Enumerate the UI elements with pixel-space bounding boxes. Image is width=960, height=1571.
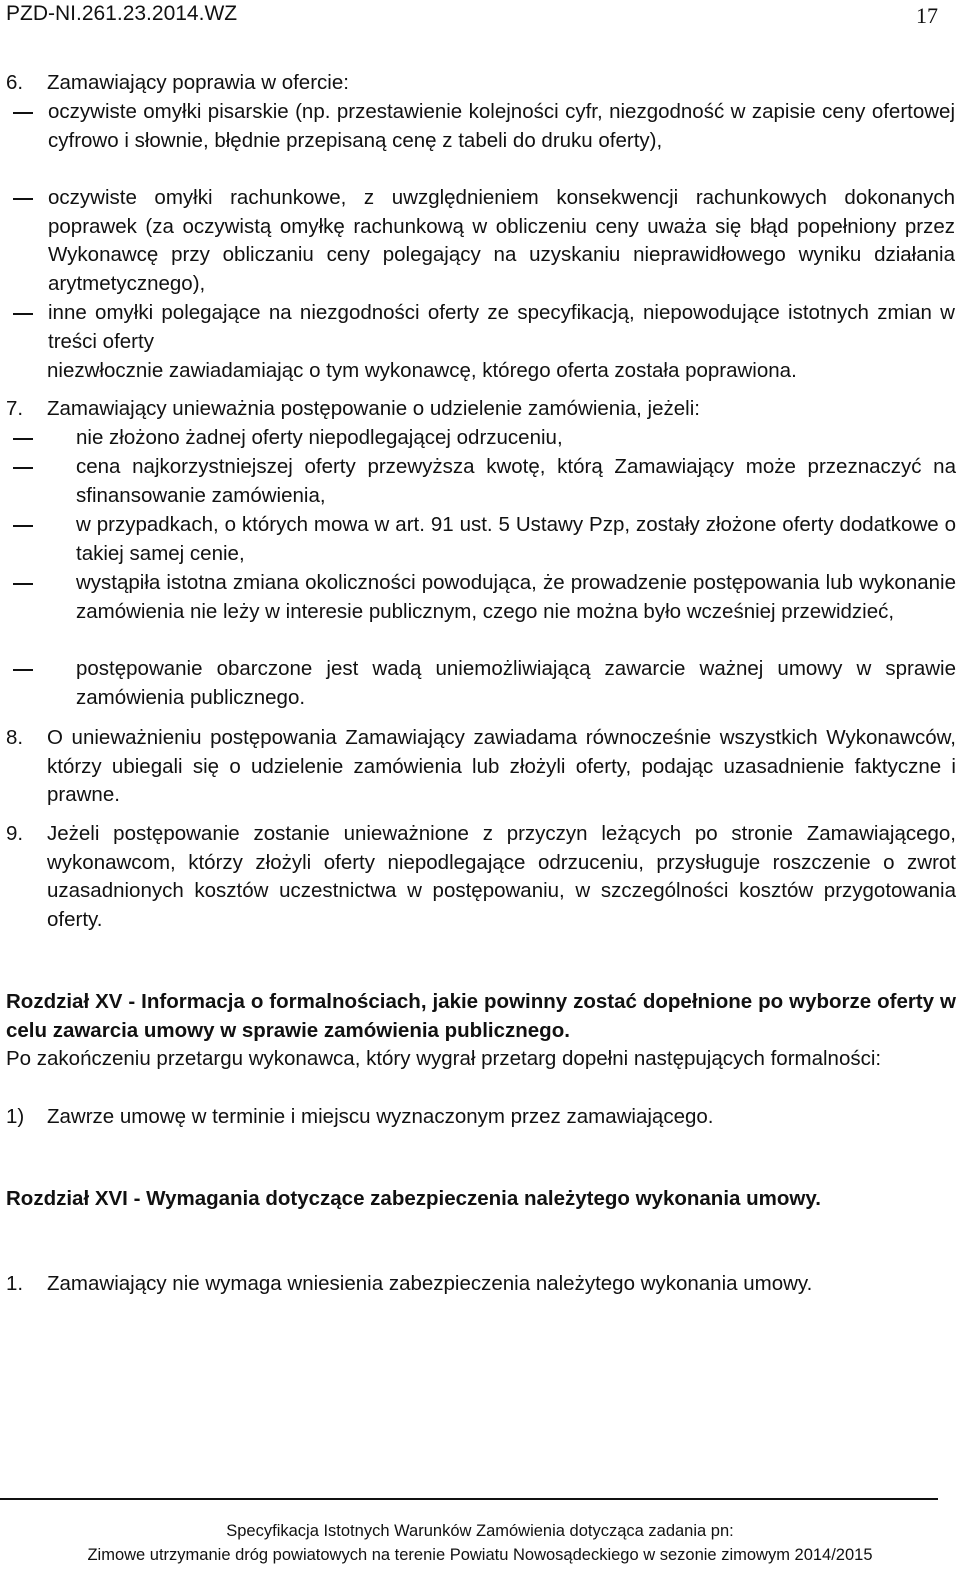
section-6-item-3: inne omyłki polegające na niezgodności oferty ze specyfikacją, niepowodujące istotnych zmian w treści oferty	[48, 301, 955, 353]
section-6-number: 6.	[6, 71, 24, 94]
chapter-16-heading: Rozdział XVI - Wymagania dotyczące zabezpieczenia należytego wykonania umowy.	[6, 1187, 821, 1210]
section-8-number: 8.	[6, 726, 24, 749]
page-number: 17	[916, 3, 938, 28]
section-9-text: Jeżeli postępowanie zostanie unieważnione z przyczyn leżących po stronie Zamawiającego, wykonawcom, którzy złożyli oferty niepodlegające odrzuceniu, przysługuje roszczenie o zwrot uzasadnionych kosztów uczestnictwa w postępowaniu, w szczególności kosztów przygotowania oferty.	[47, 822, 956, 932]
section-7-item-4: wystąpiła istotna zmiana okoliczności powodująca, że prowadzenie postępowania lub wykonanie zamówienia nie leży w interesie publicznym, czego nie można było wcześniej przewidzieć,	[76, 571, 956, 623]
section-7-item-5: postępowanie obarczone jest wadą uniemożliwiającą zawarcie ważnej umowy w sprawie zamówienia publicznego.	[76, 657, 956, 709]
section-7-item-2: cena najkorzystniejszej oferty przewyższa kwotę, którą Zamawiający może przeznaczyć na sfinansowanie zamówienia,	[76, 455, 956, 507]
footer-line-2: Zimowe utrzymanie dróg powiatowych na terenie Powiatu Nowosądeckiego w sezonie zimowym 2014/2015	[87, 1546, 873, 1564]
section-6-intro: Zamawiający poprawia w ofercie:	[47, 71, 349, 94]
chapter-15-item-number: 1)	[6, 1105, 25, 1128]
section-6-closing: niezwłocznie zawiadamiając o tym wykonawcę, którego oferta została poprawiona.	[47, 359, 797, 382]
section-9-number: 9.	[6, 822, 24, 845]
section-7-item-1: nie złożono żadnej oferty niepodlegającej odrzuceniu,	[76, 426, 563, 449]
chapter-15-item-1: Zawrze umowę w terminie i miejscu wyznaczonym przez zamawiającego.	[47, 1105, 714, 1128]
section-7-intro: Zamawiający unieważnia postępowanie o udzielenie zamówienia, jeżeli:	[47, 397, 700, 420]
chapter-15-heading: Rozdział XV - Informacja o formalnościach, jakie powinny zostać dopełnione po wyborze oferty w celu zawarcia umowy w sprawie zamówienia publicznego.	[6, 990, 956, 1042]
section-7-item-3: w przypadkach, o których mowa w art. 91 ust. 5 Ustawy Pzp, zostały złożone oferty dodatkowe o takiej samej cenie,	[76, 513, 956, 565]
section-6-item-2: oczywiste omyłki rachunkowe, z uwzględnieniem konsekwencji rachunkowych dokonanych poprawek (za oczywistą omyłkę rachunkową w obliczeniu ceny uważa się błąd popełniony przez Wykonawcę przy obliczaniu ceny polegający na uzyskaniu nieprawidłowego wyniku działania arytmetycznego),	[48, 186, 955, 296]
section-7-number: 7.	[6, 397, 24, 420]
page-header	[6, 0, 938, 30]
footer-divider	[0, 1498, 938, 1500]
chapter-16-item-number: 1.	[6, 1272, 24, 1295]
footer-line-1: Specyfikacja Istotnych Warunków Zamówienia dotycząca zadania pn:	[226, 1522, 734, 1540]
chapter-15-intro: Po zakończeniu przetargu wykonawca, który wygrał przetarg dopełni następujących formalności:	[6, 1047, 882, 1070]
chapter-16-item-1: Zamawiający nie wymaga wniesienia zabezpieczenia należytego wykonania umowy.	[47, 1272, 813, 1295]
document-code: PZD-NI.261.23.2014.WZ	[6, 2, 238, 25]
section-8-text: O unieważnieniu postępowania Zamawiający zawiadama równocześnie wszystkich Wykonawców, którzy ubiegali się o udzielenie zamówienia lub złożyli oferty, podając uzasadnienie faktyczne i prawne.	[47, 726, 956, 807]
section-6-item-1: oczywiste omyłki pisarskie (np. przestawienie kolejności cyfr, niezgodność w zapisie ceny ofertowej cyfrowo i słownie, błędnie przepisaną cenę z tabeli do druku oferty),	[48, 100, 955, 152]
